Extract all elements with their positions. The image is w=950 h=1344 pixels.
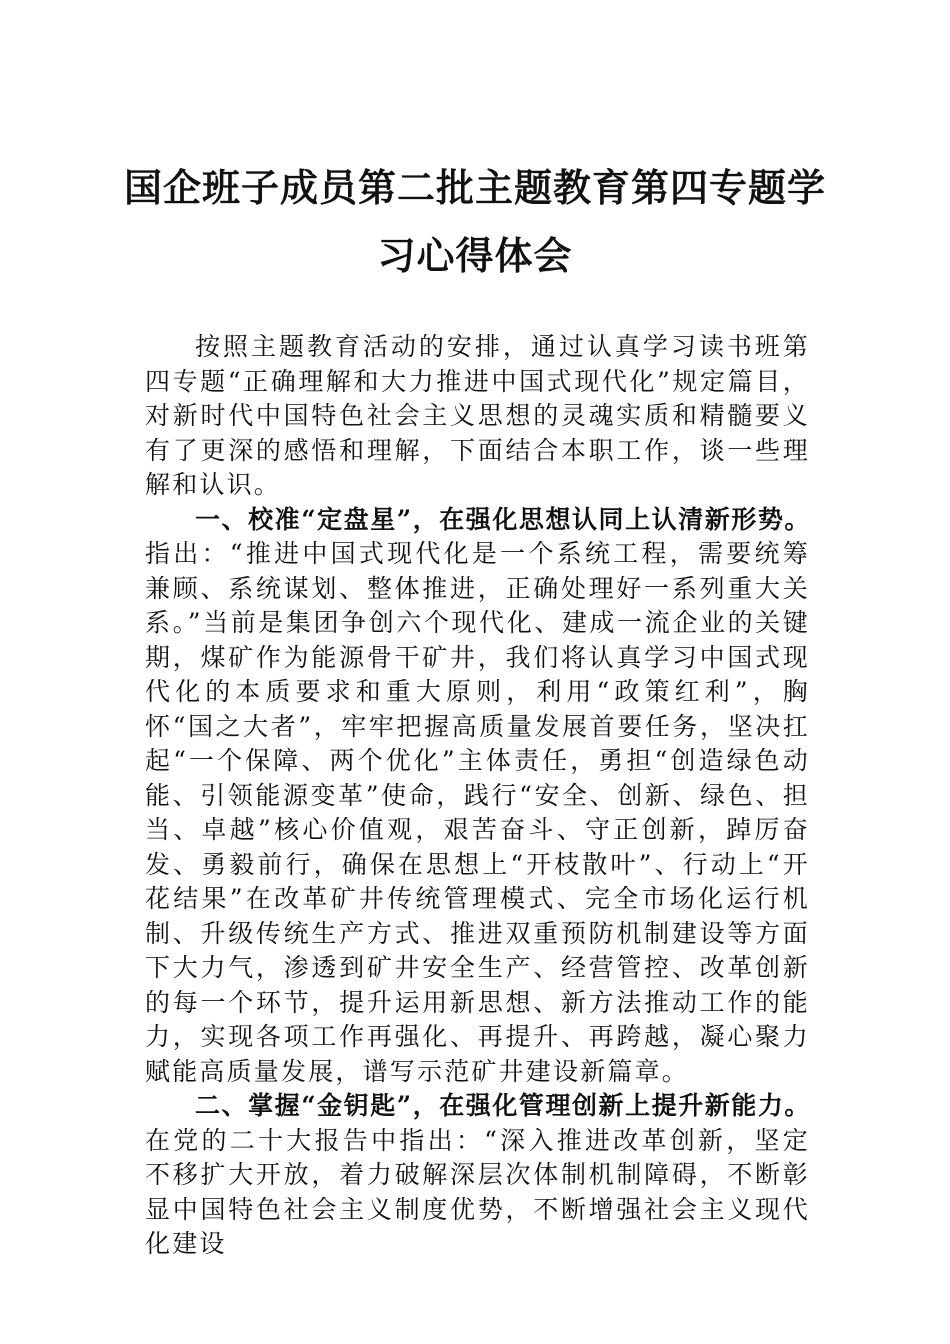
section-heading-2: 二、掌握“金钥匙”，在强化管理创新上提升新能力。 bbox=[195, 1091, 810, 1120]
paragraph-text: 指出：“推进中国式现代化是一个系统工程，需要统筹兼顾、系统谋划、整体推进，正确处理好一系列重大关系。”当前是集团争创六个现代化、建成一流企业的关键期，煤矿作为能源骨干矿井，我们将认真学习中国式现代化的本质要求和重大原则，利用“政策红利”，胸怀“国之大者”，牢牢把握高质量发展首要任务，坚决扛起“一个保障、两个优化”主体责任，勇担“创造绿色动能、引领能源变革”使命，践行“安全、创新、绿色、担当、卓越”核心价值观，艰苦奋斗、守正创新，踔厉奋发、勇毅前行，确保在思想上“开枝散叶”、行动上“开花结果”在改革矿井传统管理模式、完全市场化运行机制、升级传统生产方式、推进双重预防机制建设等方面下大力气，渗透到矿井安全生产、经营管控、改革创新的每一个环节，提升运用新思想、新方法推动工作的能力，实现各项工作再强化、再提升、再跨越，凝心聚力赋能高质量发展，谱写示范矿井建设新篇章。 bbox=[145, 539, 810, 1086]
paragraph-text: 在党的二十大报告中指出：“深入推进改革创新，坚定不移扩大开放，着力破解深层次体制机制障碍，不断彰显中国特色社会主义制度优势，不断增强社会主义现代化建设 bbox=[145, 1125, 810, 1258]
document-title-line-2: 习心得体会 bbox=[377, 233, 573, 278]
paragraph-text: 按照主题教育活动的安排，通过认真学习读书班第四专题“正确理解和大力推进中国式现代化”规定篇目，对新时代中国特色社会主义思想的灵魂实质和精髓要义有了更深的感悟和理解，下面结合本职工作，谈一些理解和认识。 bbox=[145, 332, 810, 499]
section-heading-1: 一、校准“定盘星”，在强化思想认同上认清新形势。 bbox=[195, 504, 810, 534]
document-body bbox=[145, 330, 810, 1262]
document-title-line-1: 国企班子成员第二批主题教育第四专题学 bbox=[123, 165, 826, 210]
paragraph-section-2 bbox=[145, 1089, 810, 1262]
paragraph-intro bbox=[145, 330, 810, 503]
paragraph-section-1 bbox=[145, 503, 810, 1090]
